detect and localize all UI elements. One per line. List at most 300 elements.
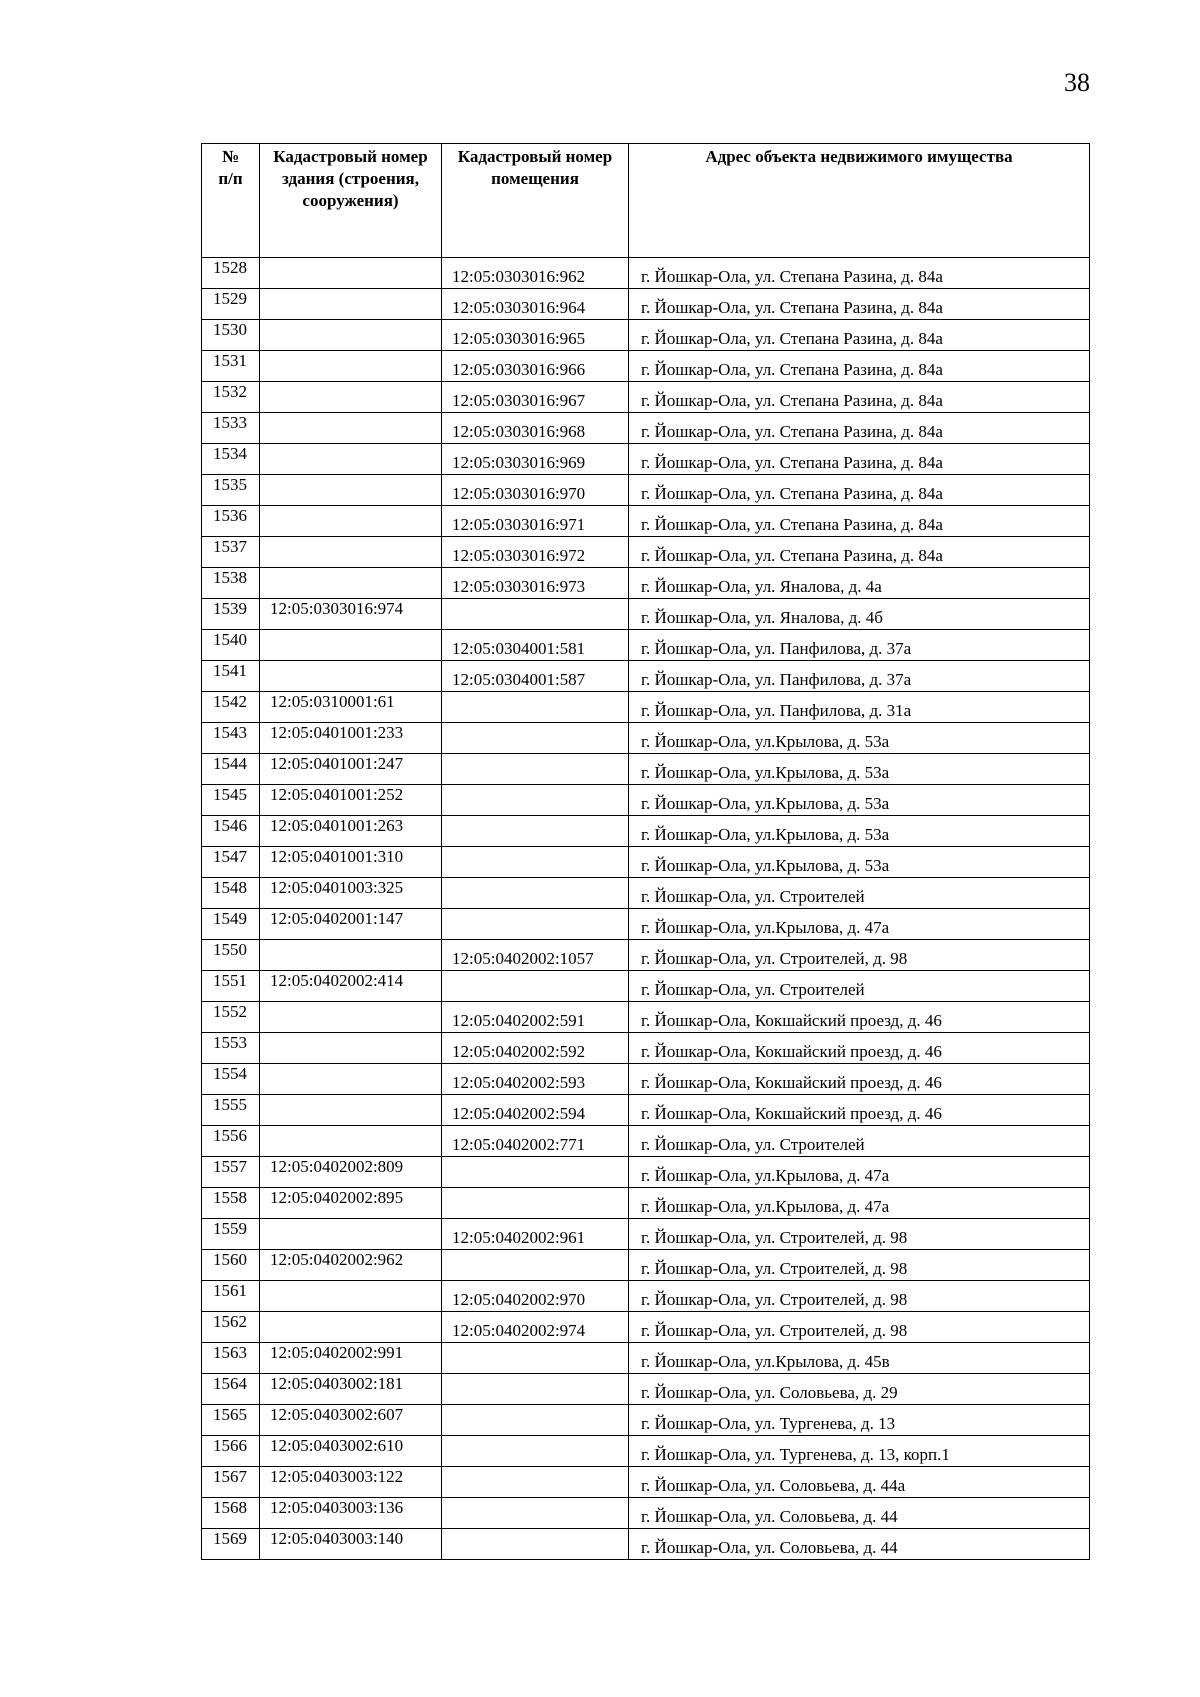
address-cell [629,1219,1090,1250]
property-registry-table [201,143,1090,1560]
row-number-cell-text: 1550 [213,940,247,959]
table-row [202,1281,1090,1312]
row-number-cell [202,723,260,754]
address-cell-text: г. Йошкар-Ола, ул. Строителей, д. 98 [641,949,908,968]
row-number-cell-text: 1540 [213,630,247,649]
table-row [202,1405,1090,1436]
building-cadastral-cell [260,816,442,847]
row-number-cell [202,413,260,444]
table-row [202,816,1090,847]
premises-cadastral-cell [442,1219,629,1250]
building-cadastral-cell-text: 12:05:0402002:414 [270,971,404,990]
premises-cadastral-cell [442,754,629,785]
premises-cadastral-cell [442,1250,629,1281]
premises-cadastral-cell [442,382,629,413]
address-cell-text: г. Йошкар-Ола, ул. Строителей [641,887,865,906]
address-cell-text: г. Йошкар-Ола, ул. Тургенева, д. 13 [641,1414,896,1433]
premises-cadastral-cell [442,568,629,599]
address-cell [629,1064,1090,1095]
table-row [202,1312,1090,1343]
address-cell [629,1281,1090,1312]
row-number-cell [202,258,260,289]
row-number-cell [202,506,260,537]
table-row [202,475,1090,506]
address-cell-text: г. Йошкар-Ола, ул. Панфилова, д. 37а [641,639,912,658]
table-row [202,1374,1090,1405]
row-number-cell [202,1095,260,1126]
address-cell [629,1312,1090,1343]
premises-cadastral-cell [442,630,629,661]
row-number-cell [202,351,260,382]
table-row [202,692,1090,723]
address-cell [629,1405,1090,1436]
row-number-cell-text: 1566 [213,1436,247,1455]
address-cell [629,1467,1090,1498]
address-cell-text: г. Йошкар-Ола, ул.Крылова, д. 53а [641,856,890,875]
building-cadastral-cell [260,909,442,940]
table-row [202,382,1090,413]
premises-cadastral-cell [442,847,629,878]
address-cell-text: г. Йошкар-Ола, ул. Степана Разина, д. 84а [641,422,943,441]
premises-cadastral-cell [442,1126,629,1157]
row-number-cell [202,320,260,351]
address-cell-text: г. Йошкар-Ола, ул. Строителей [641,1135,865,1154]
row-number-cell-text: 1569 [213,1529,247,1548]
row-number-cell [202,661,260,692]
address-cell [629,351,1090,382]
building-cadastral-cell-text: 12:05:0402002:962 [270,1250,404,1269]
row-number-cell [202,1498,260,1529]
row-number-cell [202,475,260,506]
table-row [202,1157,1090,1188]
table-row [202,1095,1090,1126]
building-cadastral-cell-text: 12:05:0403003:136 [270,1498,404,1517]
premises-cadastral-cell [442,351,629,382]
premises-cadastral-cell-text: 12:05:0303016:968 [452,422,586,441]
header-building-cadastral: Кадастровый номер здания (строения, сооружения) [260,144,442,258]
address-cell-text: г. Йошкар-Ола, ул. Степана Разина, д. 84а [641,360,943,379]
table-row [202,1529,1090,1560]
building-cadastral-cell [260,1126,442,1157]
building-cadastral-cell-text: 12:05:0401003:325 [270,878,404,897]
row-number-cell-text: 1564 [213,1374,247,1393]
row-number-cell [202,1064,260,1095]
row-number-cell [202,785,260,816]
header-row [202,144,1090,258]
building-cadastral-cell-text: 12:05:0402002:991 [270,1343,404,1362]
premises-cadastral-cell [442,909,629,940]
premises-cadastral-cell [442,692,629,723]
address-cell-text: г. Йошкар-Ола, Кокшайский проезд, д. 46 [641,1042,942,1061]
building-cadastral-cell [260,971,442,1002]
address-cell [629,630,1090,661]
table-row [202,1002,1090,1033]
address-cell-text: г. Йошкар-Ола, Кокшайский проезд, д. 46 [641,1104,942,1123]
address-cell [629,475,1090,506]
row-number-cell-text: 1548 [213,878,247,897]
row-number-cell [202,1312,260,1343]
table-row [202,1126,1090,1157]
address-cell [629,413,1090,444]
address-cell [629,258,1090,289]
building-cadastral-cell [260,723,442,754]
premises-cadastral-cell-text: 12:05:0303016:962 [452,267,586,286]
building-cadastral-cell [260,1002,442,1033]
table-row [202,1033,1090,1064]
building-cadastral-cell [260,1064,442,1095]
address-cell [629,568,1090,599]
row-number-cell [202,1126,260,1157]
row-number-cell-text: 1557 [213,1157,247,1176]
page-number: 38 [1064,68,1090,97]
table-row [202,940,1090,971]
row-number-cell [202,599,260,630]
building-cadastral-cell [260,599,442,630]
row-number-cell [202,568,260,599]
building-cadastral-cell-text: 12:05:0401001:252 [270,785,404,804]
row-number-cell-text: 1560 [213,1250,247,1269]
building-cadastral-cell [260,1343,442,1374]
building-cadastral-cell-text: 12:05:0402002:895 [270,1188,404,1207]
building-cadastral-cell [260,847,442,878]
premises-cadastral-cell [442,258,629,289]
building-cadastral-cell [260,1529,442,1560]
building-cadastral-cell [260,785,442,816]
address-cell-text: г. Йошкар-Ола, ул. Соловьева, д. 29 [641,1383,898,1402]
premises-cadastral-cell [442,506,629,537]
address-cell-text: г. Йошкар-Ола, ул.Крылова, д. 47а [641,1197,890,1216]
row-number-cell [202,1467,260,1498]
premises-cadastral-cell [442,599,629,630]
row-number-cell [202,909,260,940]
premises-cadastral-cell [442,1436,629,1467]
address-cell [629,537,1090,568]
row-number-cell-text: 1537 [213,537,247,556]
row-number-cell-text: 1551 [213,971,247,990]
table-row [202,1250,1090,1281]
premises-cadastral-cell [442,537,629,568]
building-cadastral-cell-text: 12:05:0403003:140 [270,1529,404,1548]
row-number-cell [202,1002,260,1033]
premises-cadastral-cell-text: 12:05:0402002:1057 [452,949,594,968]
address-cell [629,971,1090,1002]
premises-cadastral-cell-text: 12:05:0402002:961 [452,1228,586,1247]
premises-cadastral-cell-text: 12:05:0303016:967 [452,391,586,410]
building-cadastral-cell [260,1436,442,1467]
row-number-cell-text: 1534 [213,444,247,463]
address-cell-text: г. Йошкар-Ола, ул. Степана Разина, д. 84а [641,298,943,317]
premises-cadastral-cell [442,940,629,971]
building-cadastral-cell [260,630,442,661]
address-cell-text: г. Йошкар-Ола, ул.Крылова, д. 53а [641,794,890,813]
table-row [202,599,1090,630]
row-number-cell-text: 1543 [213,723,247,742]
row-number-cell [202,1250,260,1281]
building-cadastral-cell [260,1095,442,1126]
building-cadastral-cell-text: 12:05:0401001:233 [270,723,404,742]
address-cell [629,1343,1090,1374]
address-cell-text: г. Йошкар-Ола, ул.Крылова, д. 45в [641,1352,890,1371]
address-cell [629,1126,1090,1157]
address-cell-text: г. Йошкар-Ола, ул.Крылова, д. 47а [641,1166,890,1185]
address-cell-text: г. Йошкар-Ола, ул. Степана Разина, д. 84а [641,546,943,565]
table-row [202,506,1090,537]
building-cadastral-cell [260,382,442,413]
premises-cadastral-cell [442,1157,629,1188]
building-cadastral-cell [260,289,442,320]
premises-cadastral-cell-text: 12:05:0402002:974 [452,1321,586,1340]
table-row [202,661,1090,692]
address-cell-text: г. Йошкар-Ола, ул. Строителей, д. 98 [641,1228,908,1247]
building-cadastral-cell [260,444,442,475]
premises-cadastral-cell [442,1498,629,1529]
premises-cadastral-cell [442,1374,629,1405]
table-row [202,847,1090,878]
building-cadastral-cell [260,1188,442,1219]
premises-cadastral-cell-text: 12:05:0303016:966 [452,360,586,379]
row-number-cell-text: 1536 [213,506,247,525]
address-cell-text: г. Йошкар-Ола, ул.Крылова, д. 53а [641,763,890,782]
address-cell-text: г. Йошкар-Ола, ул. Тургенева, д. 13, корп.1 [641,1445,950,1464]
building-cadastral-cell [260,413,442,444]
address-cell-text: г. Йошкар-Ола, ул. Строителей, д. 98 [641,1290,908,1309]
address-cell [629,785,1090,816]
premises-cadastral-cell [442,1002,629,1033]
building-cadastral-cell-text: 12:05:0403002:610 [270,1436,404,1455]
premises-cadastral-cell [442,1033,629,1064]
building-cadastral-cell [260,568,442,599]
building-cadastral-cell [260,475,442,506]
premises-cadastral-cell [442,1467,629,1498]
row-number-cell [202,971,260,1002]
row-number-cell [202,537,260,568]
building-cadastral-cell [260,1281,442,1312]
row-number-cell-text: 1544 [213,754,247,773]
address-cell [629,599,1090,630]
address-cell [629,1095,1090,1126]
table-body [202,258,1090,1560]
address-cell-text: г. Йошкар-Ола, ул. Степана Разина, д. 84а [641,484,943,503]
address-cell-text: г. Йошкар-Ола, ул. Строителей, д. 98 [641,1321,908,1340]
row-number-cell-text: 1567 [213,1467,247,1486]
table-row [202,723,1090,754]
premises-cadastral-cell-text: 12:05:0303016:971 [452,515,586,534]
building-cadastral-cell [260,320,442,351]
address-cell [629,1498,1090,1529]
row-number-cell-text: 1549 [213,909,247,928]
table-row [202,785,1090,816]
building-cadastral-cell [260,1467,442,1498]
row-number-cell-text: 1561 [213,1281,247,1300]
row-number-cell-text: 1568 [213,1498,247,1517]
table-row [202,971,1090,1002]
table-row [202,537,1090,568]
address-cell-text: г. Йошкар-Ола, ул. Панфилова, д. 31а [641,701,912,720]
building-cadastral-cell-text: 12:05:0310001:61 [270,692,395,711]
table-row [202,444,1090,475]
table-row [202,568,1090,599]
row-number-cell [202,1188,260,1219]
premises-cadastral-cell-text: 12:05:0402002:593 [452,1073,586,1092]
table-row [202,1188,1090,1219]
building-cadastral-cell [260,661,442,692]
address-cell [629,940,1090,971]
address-cell-text: г. Йошкар-Ола, Кокшайский проезд, д. 46 [641,1073,942,1092]
premises-cadastral-cell-text: 12:05:0303016:965 [452,329,586,348]
address-cell [629,847,1090,878]
row-number-cell-text: 1556 [213,1126,247,1145]
building-cadastral-cell [260,537,442,568]
table-header [202,144,1090,258]
building-cadastral-cell [260,692,442,723]
row-number-cell-text: 1539 [213,599,247,618]
table-row [202,1219,1090,1250]
address-cell [629,754,1090,785]
address-cell-text: г. Йошкар-Ола, ул. Степана Разина, д. 84а [641,267,943,286]
address-cell [629,692,1090,723]
row-number-cell [202,1157,260,1188]
premises-cadastral-cell [442,878,629,909]
address-cell [629,382,1090,413]
row-number-cell [202,1033,260,1064]
premises-cadastral-cell-text: 12:05:0303016:970 [452,484,586,503]
row-number-cell-text: 1552 [213,1002,247,1021]
address-cell-text: г. Йошкар-Ола, ул. Соловьева, д. 44 [641,1538,898,1557]
address-cell [629,1250,1090,1281]
address-cell [629,909,1090,940]
table-row [202,1436,1090,1467]
address-cell [629,506,1090,537]
row-number-cell [202,847,260,878]
building-cadastral-cell [260,1405,442,1436]
address-cell-text: г. Йошкар-Ола, ул. Строителей [641,980,865,999]
premises-cadastral-cell-text: 12:05:0402002:594 [452,1104,586,1123]
row-number-cell [202,444,260,475]
premises-cadastral-cell [442,1343,629,1374]
address-cell-text: г. Йошкар-Ола, ул. Степана Разина, д. 84а [641,515,943,534]
row-number-cell-text: 1533 [213,413,247,432]
building-cadastral-cell [260,1250,442,1281]
row-number-cell-text: 1565 [213,1405,247,1424]
address-cell [629,1033,1090,1064]
building-cadastral-cell-text: 12:05:0403003:122 [270,1467,404,1486]
building-cadastral-cell [260,1219,442,1250]
table-row [202,1467,1090,1498]
building-cadastral-cell [260,351,442,382]
premises-cadastral-cell [442,289,629,320]
address-cell-text: г. Йошкар-Ола, Кокшайский проезд, д. 46 [641,1011,942,1030]
row-number-cell-text: 1563 [213,1343,247,1362]
premises-cadastral-cell [442,413,629,444]
building-cadastral-cell-text: 12:05:0401001:247 [270,754,404,773]
building-cadastral-cell-text: 12:05:0401001:263 [270,816,404,835]
table-row [202,320,1090,351]
row-number-cell-text: 1535 [213,475,247,494]
building-cadastral-cell-text: 12:05:0303016:974 [270,599,404,618]
row-number-cell [202,1219,260,1250]
address-cell-text: г. Йошкар-Ола, ул. Степана Разина, д. 84а [641,391,943,410]
address-cell [629,1157,1090,1188]
address-cell [629,320,1090,351]
premises-cadastral-cell [442,816,629,847]
address-cell-text: г. Йошкар-Ола, ул.Крылова, д. 53а [641,732,890,751]
row-number-cell-text: 1528 [213,258,247,277]
building-cadastral-cell [260,1374,442,1405]
address-cell [629,1436,1090,1467]
building-cadastral-cell [260,258,442,289]
row-number-cell-text: 1545 [213,785,247,804]
premises-cadastral-cell-text: 12:05:0303016:972 [452,546,586,565]
address-cell-text: г. Йошкар-Ола, ул. Степана Разина, д. 84а [641,329,943,348]
table-row [202,289,1090,320]
address-cell [629,1188,1090,1219]
row-number-cell [202,754,260,785]
row-number-cell-text: 1542 [213,692,247,711]
row-number-cell [202,1281,260,1312]
address-cell [629,723,1090,754]
header-address: Адрес объекта недвижимого имущества [629,144,1090,258]
premises-cadastral-cell-text: 12:05:0304001:587 [452,670,586,689]
premises-cadastral-cell [442,971,629,1002]
table-row [202,1343,1090,1374]
premises-cadastral-cell-text: 12:05:0303016:969 [452,453,586,472]
row-number-cell [202,1436,260,1467]
row-number-cell-text: 1538 [213,568,247,587]
address-cell [629,816,1090,847]
address-cell-text: г. Йошкар-Ола, ул. Яналова, д. 4б [641,608,883,627]
premises-cadastral-cell [442,444,629,475]
address-cell-text: г. Йошкар-Ола, ул. Панфилова, д. 37а [641,670,912,689]
premises-cadastral-cell [442,1281,629,1312]
building-cadastral-cell [260,940,442,971]
row-number-cell [202,630,260,661]
premises-cadastral-cell [442,1405,629,1436]
table-row [202,258,1090,289]
row-number-cell-text: 1547 [213,847,247,866]
premises-cadastral-cell [442,320,629,351]
address-cell [629,878,1090,909]
row-number-cell-text: 1541 [213,661,247,680]
row-number-cell [202,1529,260,1560]
premises-cadastral-cell [442,475,629,506]
premises-cadastral-cell-text: 12:05:0402002:592 [452,1042,586,1061]
building-cadastral-cell [260,506,442,537]
row-number-cell [202,816,260,847]
building-cadastral-cell-text: 12:05:0402001:147 [270,909,404,928]
row-number-cell-text: 1529 [213,289,247,308]
row-number-cell-text: 1559 [213,1219,247,1238]
row-number-cell [202,878,260,909]
building-cadastral-cell [260,1312,442,1343]
row-number-cell-text: 1555 [213,1095,247,1114]
row-number-cell-text: 1530 [213,320,247,339]
premises-cadastral-cell [442,661,629,692]
table-row [202,1064,1090,1095]
building-cadastral-cell [260,1498,442,1529]
header-num: № п/п [202,144,260,258]
premises-cadastral-cell [442,1529,629,1560]
building-cadastral-cell [260,1033,442,1064]
table-row [202,909,1090,940]
header-premises-cadastral: Кадастровый номер помещения [442,144,629,258]
address-cell-text: г. Йошкар-Ола, ул. Степана Разина, д. 84а [641,453,943,472]
row-number-cell [202,940,260,971]
row-number-cell-text: 1562 [213,1312,247,1331]
premises-cadastral-cell [442,785,629,816]
address-cell [629,1002,1090,1033]
row-number-cell [202,1405,260,1436]
table-row [202,1498,1090,1529]
